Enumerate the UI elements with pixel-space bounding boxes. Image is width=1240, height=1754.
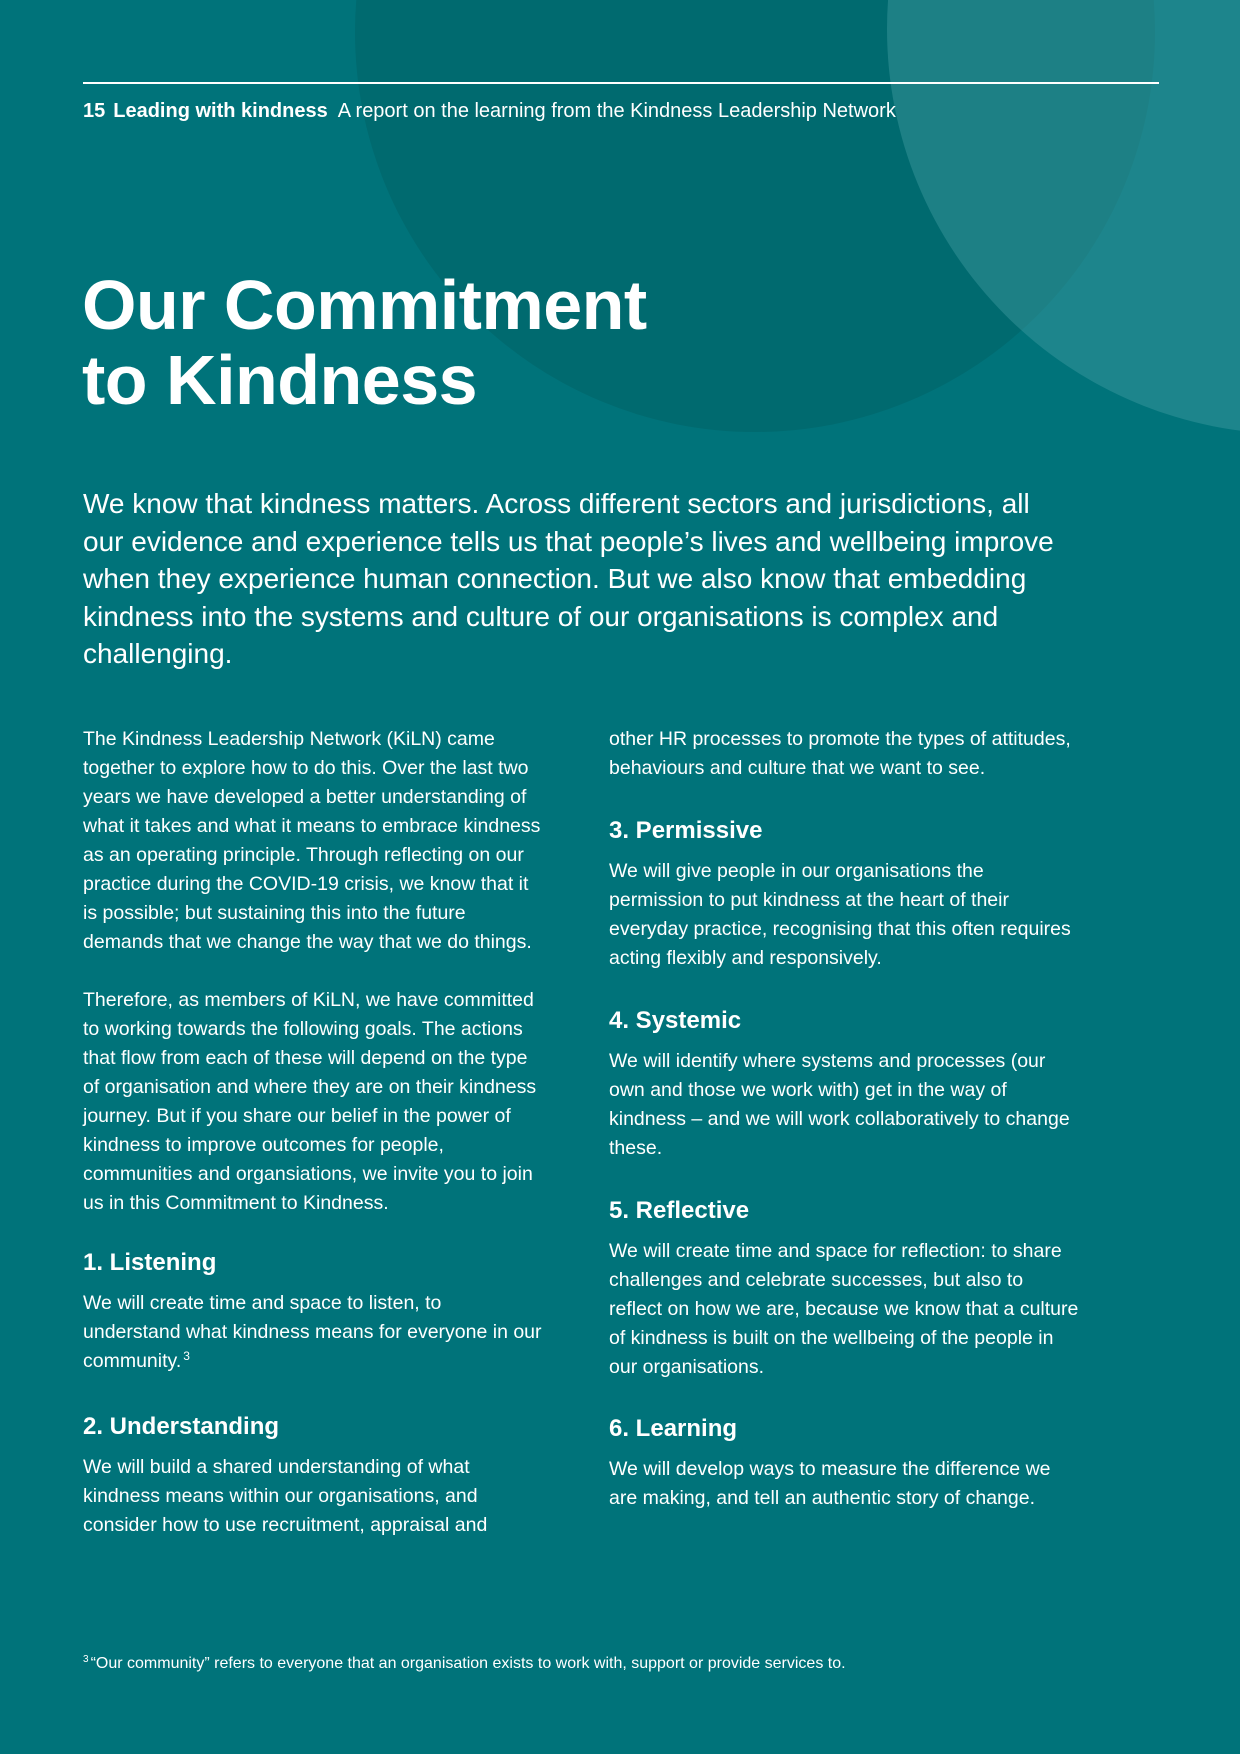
goal-text-understanding: We will build a shared understanding of what kindness means within our organisations, and consider how to use recruitment, appraisal and bbox=[83, 1456, 488, 1536]
footnote-marker: 3 bbox=[83, 1653, 89, 1665]
goal-text-learning: We will develop ways to measure the difference we are making, and tell an authentic story of change. bbox=[609, 1458, 1051, 1509]
report-title: Leading with kindness bbox=[113, 100, 328, 122]
page-title-line-1: Our Commitment bbox=[82, 266, 647, 344]
intro-paragraph: We know that kindness matters. Across different sectors and jurisdictions, all our evidence and experience tells us that people’s lives and wellbeing improve when they experience human connection. But we also know that embedding kindness into the systems and culture of our organisations is complex and challenging. bbox=[83, 488, 1054, 669]
footnote-text: “Our community” refers to everyone that an organisation exists to work with, support or provide services to. bbox=[90, 1655, 846, 1672]
goal-heading-systemic: 4. Systemic bbox=[609, 1007, 742, 1034]
left-column bbox=[83, 725, 543, 1540]
page-title-line-2: to Kindness bbox=[82, 341, 478, 419]
goal-heading-understanding: 2. Understanding bbox=[83, 1413, 280, 1440]
goal-text-reflective: We will create time and space for reflection: to share challenges and celebrate successes, but also to reflect on how we are, because we know that a culture of kindness is built on the wellbeing of the people in our organisations. bbox=[609, 1240, 1079, 1378]
goal-text-understanding-continued: other HR processes to promote the types of attitudes, behaviours and culture that we want to see. bbox=[609, 728, 1071, 779]
page-header bbox=[83, 100, 896, 123]
report-subtitle: A report on the learning from the Kindness Leadership Network bbox=[337, 100, 896, 122]
header-divider bbox=[83, 82, 1159, 84]
body-paragraph-1: The Kindness Leadership Network (KiLN) came together to explore how to do this. Over the last two years we have developed a better understanding of what it takes and what it means to embrace kindness as an operating principle. Through reflecting on our practice during the COVID-19 crisis, we know that it is possible; but sustaining this into the future demands that we change the way that we do things. bbox=[83, 728, 541, 953]
right-column bbox=[609, 725, 1079, 1513]
goal-heading-permissive: 3. Permissive bbox=[609, 817, 763, 844]
body-paragraph-2: Therefore, as members of KiLN, we have committed to working towards the following goals. The actions that flow from each of these will depend on the type of organisation and where they are on their kindness journey. But if you share our belief in the power of kindness to improve outcomes for people, communities and organsiations, we invite you to join us in this Commitment to Kindness. bbox=[83, 989, 537, 1214]
footnote bbox=[83, 1654, 1083, 1674]
goal-heading-learning: 6. Learning bbox=[609, 1415, 738, 1442]
footnote-reference: 3 bbox=[183, 1348, 190, 1363]
goal-heading-listening: 1. Listening bbox=[83, 1249, 217, 1276]
goal-text-listening: We will create time and space to listen, to understand what kindness means for everyone in our community. $^3$ bbox=[83, 1292, 542, 1372]
goal-text-systemic: We will identify where systems and processes (our own and those we work with) get in the way of kindness – and we will work collaboratively to change these. bbox=[609, 1050, 1070, 1159]
page-title bbox=[82, 268, 647, 418]
goal-text-permissive: We will give people in our organisations the permission to put kindness at the heart of their everyday practice, recognising that this often requires acting flexibly and responsively. bbox=[609, 860, 1071, 969]
page-number: 15 bbox=[83, 100, 106, 122]
goal-heading-reflective: 5. Reflective bbox=[609, 1197, 750, 1224]
